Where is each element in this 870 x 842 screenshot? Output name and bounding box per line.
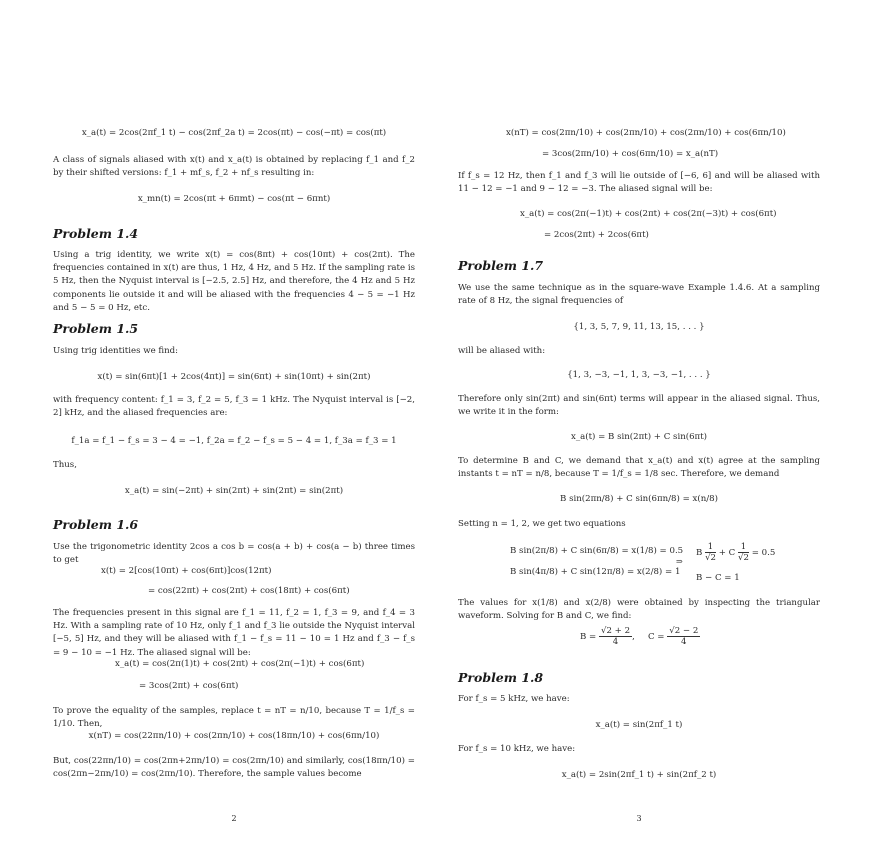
heading-problem-1-8: Problem 1.8 xyxy=(458,670,544,685)
equation-1-6-x: x(t) = 2[cos(10πt) + cos(6πt)]cos(12πt) xyxy=(101,566,272,576)
equation-xa-fs12-simplified: = 2cos(2πt) + 2cos(6πt) xyxy=(544,230,649,240)
solution-b: B = $\frac{√2 + 2}{4}$ , xyxy=(580,626,635,647)
equation-xnT: x(nT) = cos(2πn/10) + cos(2πn/10) + cos(2πn/10) + cos(6πn/10) xyxy=(506,128,786,138)
equation-1-5-x: x(t) = sin(6πt)[1 + 2cos(4πt)] = sin(6πt) + sin(10πt) + sin(2πt) xyxy=(97,372,371,382)
solution-c: C = $\frac{√2 - 2}{4}$ xyxy=(648,626,699,647)
equation-xa-fs12: x_a(t) = cos(2π(−1)t) + cos(2πt) + cos(2π(−3)t) + cos(6πt) xyxy=(520,209,777,219)
page-number: 2 xyxy=(231,814,237,823)
equation-1-7-demand: B sin(2πn/8) + C sin(6πn/8) = x(n/8) xyxy=(560,494,718,504)
paragraph-1-5-thus: Thus, xyxy=(53,460,77,470)
equation-1-6-xnT: x(nT) = cos(22πn/10) + cos(2πn/10) + cos(18πn/10) + cos(6πn/10) xyxy=(88,731,380,741)
equation-1-8-xa-fs10: x_a(t) = 2sin(2πf_1 t) + sin(2πf_2 t) xyxy=(561,770,717,780)
equation-system-2a xyxy=(696,542,775,563)
paragraph-1-7-determine: To determine B and C, we demand that x_a(t) and x(t) agree at the sampling instants t = nT = n/8, because T = 1/f_s = 1/8 sec. Therefore, we demand xyxy=(458,456,820,480)
implies-arrow: ⇒ xyxy=(676,557,683,566)
set-aliased-frequencies: {1, 3, −3, −1, 1, 3, −3, −1, . . . } xyxy=(567,370,711,380)
paragraph-1-6-but: But, cos(22πn/10) = cos(2πn+2πn/10) = cos(2πn/10) and similarly, cos(18πn/10) = cos(2πn−2πn/10) = cos(2πn/10). Therefore, the sample values become xyxy=(53,756,415,780)
equation-1-6-xa-simplified: = 3cos(2πt) + cos(6πt) xyxy=(139,681,239,691)
coef-b: B xyxy=(696,548,703,558)
paragraph-1-6-freqs: The frequencies present in this signal are f_1 = 11, f_2 = 1, f_3 = 9, and f_4 = 3 Hz. With a sampling rate of 10 Hz, only f_1 and f_3 lie outside the Nyquist interval [−5, 5] Hz, and they will be aliased with f_1 − f_s = 11 − 10 = 1 Hz and f_3 − f_s = 9 − 10 = −1 Hz. The aliased signal will be: xyxy=(53,608,415,658)
equation-1-7-xa: x_a(t) = B sin(2πt) + C sin(6πt) xyxy=(570,432,708,442)
heading-problem-1-5: Problem 1.5 xyxy=(53,321,139,336)
paragraph-1-6-intro: Use the trigonometric identity 2cos a cos b = cos(a + b) + cos(a − b) three times to get xyxy=(53,542,415,566)
paragraph-1-7-form: Therefore only sin(2πt) and sin(6πt) terms will appear in the aliased signal. Thus, we write it in the form: xyxy=(458,394,820,418)
fraction-one-over-root2: $\frac{1}{√2}$ xyxy=(738,542,749,563)
rhs: = 0.5 xyxy=(751,548,776,558)
paragraph-fs-12: If f_s = 12 Hz, then f_1 and f_3 will lie outside of [−6, 6] and will be aliased with 11 − 12 = −1 and 9 − 12 = −3. The aliased signal will be: xyxy=(458,171,820,195)
paragraph-1-6-prove: To prove the equality of the samples, replace t = nT = n/10, because T = 1/f_s = 1/10. Then, xyxy=(53,706,415,730)
equation-xnT-simplified: = 3cos(2πn/10) + cos(6πn/10) = x_a(nT) xyxy=(542,149,719,159)
equation-xa-top: x_a(t) = 2cos(2πf_1 t) − cos(2πf_2a t) = 2cos(πt) − cos(−πt) = cos(πt) xyxy=(81,128,387,138)
equation-xmn: x_mn(t) = 2cos(πt + 6πmt) − cos(πt − 6πnt) xyxy=(137,194,331,204)
equation-1-8-xa-fs5: x_a(t) = sin(2πf_1 t) xyxy=(595,720,683,730)
coef-c: + C xyxy=(718,548,736,558)
equation-system-2b: B − C = 1 xyxy=(696,573,740,583)
heading-problem-1-4: Problem 1.4 xyxy=(53,226,139,241)
heading-problem-1-7: Problem 1.7 xyxy=(458,258,544,273)
fraction-one-over-root2: $\frac{1}{√2}$ xyxy=(705,542,717,563)
set-signal-frequencies: {1, 3, 5, 7, 9, 11, 13, 15, . . . } xyxy=(573,322,705,332)
equation-system-1a: B sin(2π/8) + C sin(6π/8) = x(1/8) = 0.5 xyxy=(510,546,684,556)
paragraph-1-7-values: The values for x(1/8) and x(2/8) were obtained by inspecting the triangular waveform. Solving for B and C, we find: xyxy=(458,598,820,622)
equation-system-1b: B sin(4π/8) + C sin(12π/8) = x(2/8) = 1 xyxy=(510,567,681,577)
paragraph-1-5-intro: Using trig identities we find: xyxy=(53,346,179,356)
paragraph-1-7-aliased-with: will be aliased with: xyxy=(458,346,546,356)
paragraph-aliased-class: A class of signals aliased with x(t) and x_a(t) is obtained by replacing f_1 and f_2 by their shifted versions: f_1 + mf_s, f_2 + nf_s resulting in: xyxy=(53,155,415,179)
paragraph-1-8-fs5: For f_s = 5 kHz, we have: xyxy=(458,694,570,704)
paragraph-problem-1-4: Using a trig identity, we write x(t) = cos(8πt) + cos(10πt) + cos(2πt). The frequencies contained in x(t) are thus, 1 Hz, 4 Hz, and 5 Hz. If the sampling rate is 5 Hz, then the Nyquist interval is [−2.5, 2.5] Hz, and therefore, the 4 Hz and 5 Hz components lie outside it and will be aliased with the frequencies 4 − 5 = −1 Hz and 5 − 5 = 0 Hz, etc. xyxy=(53,250,415,313)
equation-1-5-aliased-freqs: f_1a = f_1 − f_s = 3 − 4 = −1, f_2a = f_2 − f_s = 5 − 4 = 1, f_3a = f_3 = 1 xyxy=(71,436,397,446)
paragraph-1-5-freq: with frequency content: f_1 = 3, f_2 = 5, f_3 = 1 kHz. The Nyquist interval is [−2, 2] kHz, and the aliased frequencies are: xyxy=(53,395,415,419)
heading-problem-1-6: Problem 1.6 xyxy=(53,517,139,532)
equation-1-5-xa: x_a(t) = sin(−2πt) + sin(2πt) + sin(2πt) = sin(2πt) xyxy=(124,486,344,496)
equation-1-6-x-expanded: = cos(22πt) + cos(2πt) + cos(18πt) + cos(6πt) xyxy=(148,586,350,596)
page-number: 3 xyxy=(636,814,642,823)
paragraph-1-7-intro: We use the same technique as in the square-wave Example 1.4.6. At a sampling rate of 8 Hz, the signal frequencies of xyxy=(458,283,820,307)
paragraph-1-7-setting: Setting n = 1, 2, we get two equations xyxy=(458,519,626,529)
paragraph-1-8-fs10: For f_s = 10 kHz, we have: xyxy=(458,744,576,754)
equation-1-6-xa: x_a(t) = cos(2π(1)t) + cos(2πt) + cos(2π(−1)t) + cos(6πt) xyxy=(115,659,365,669)
